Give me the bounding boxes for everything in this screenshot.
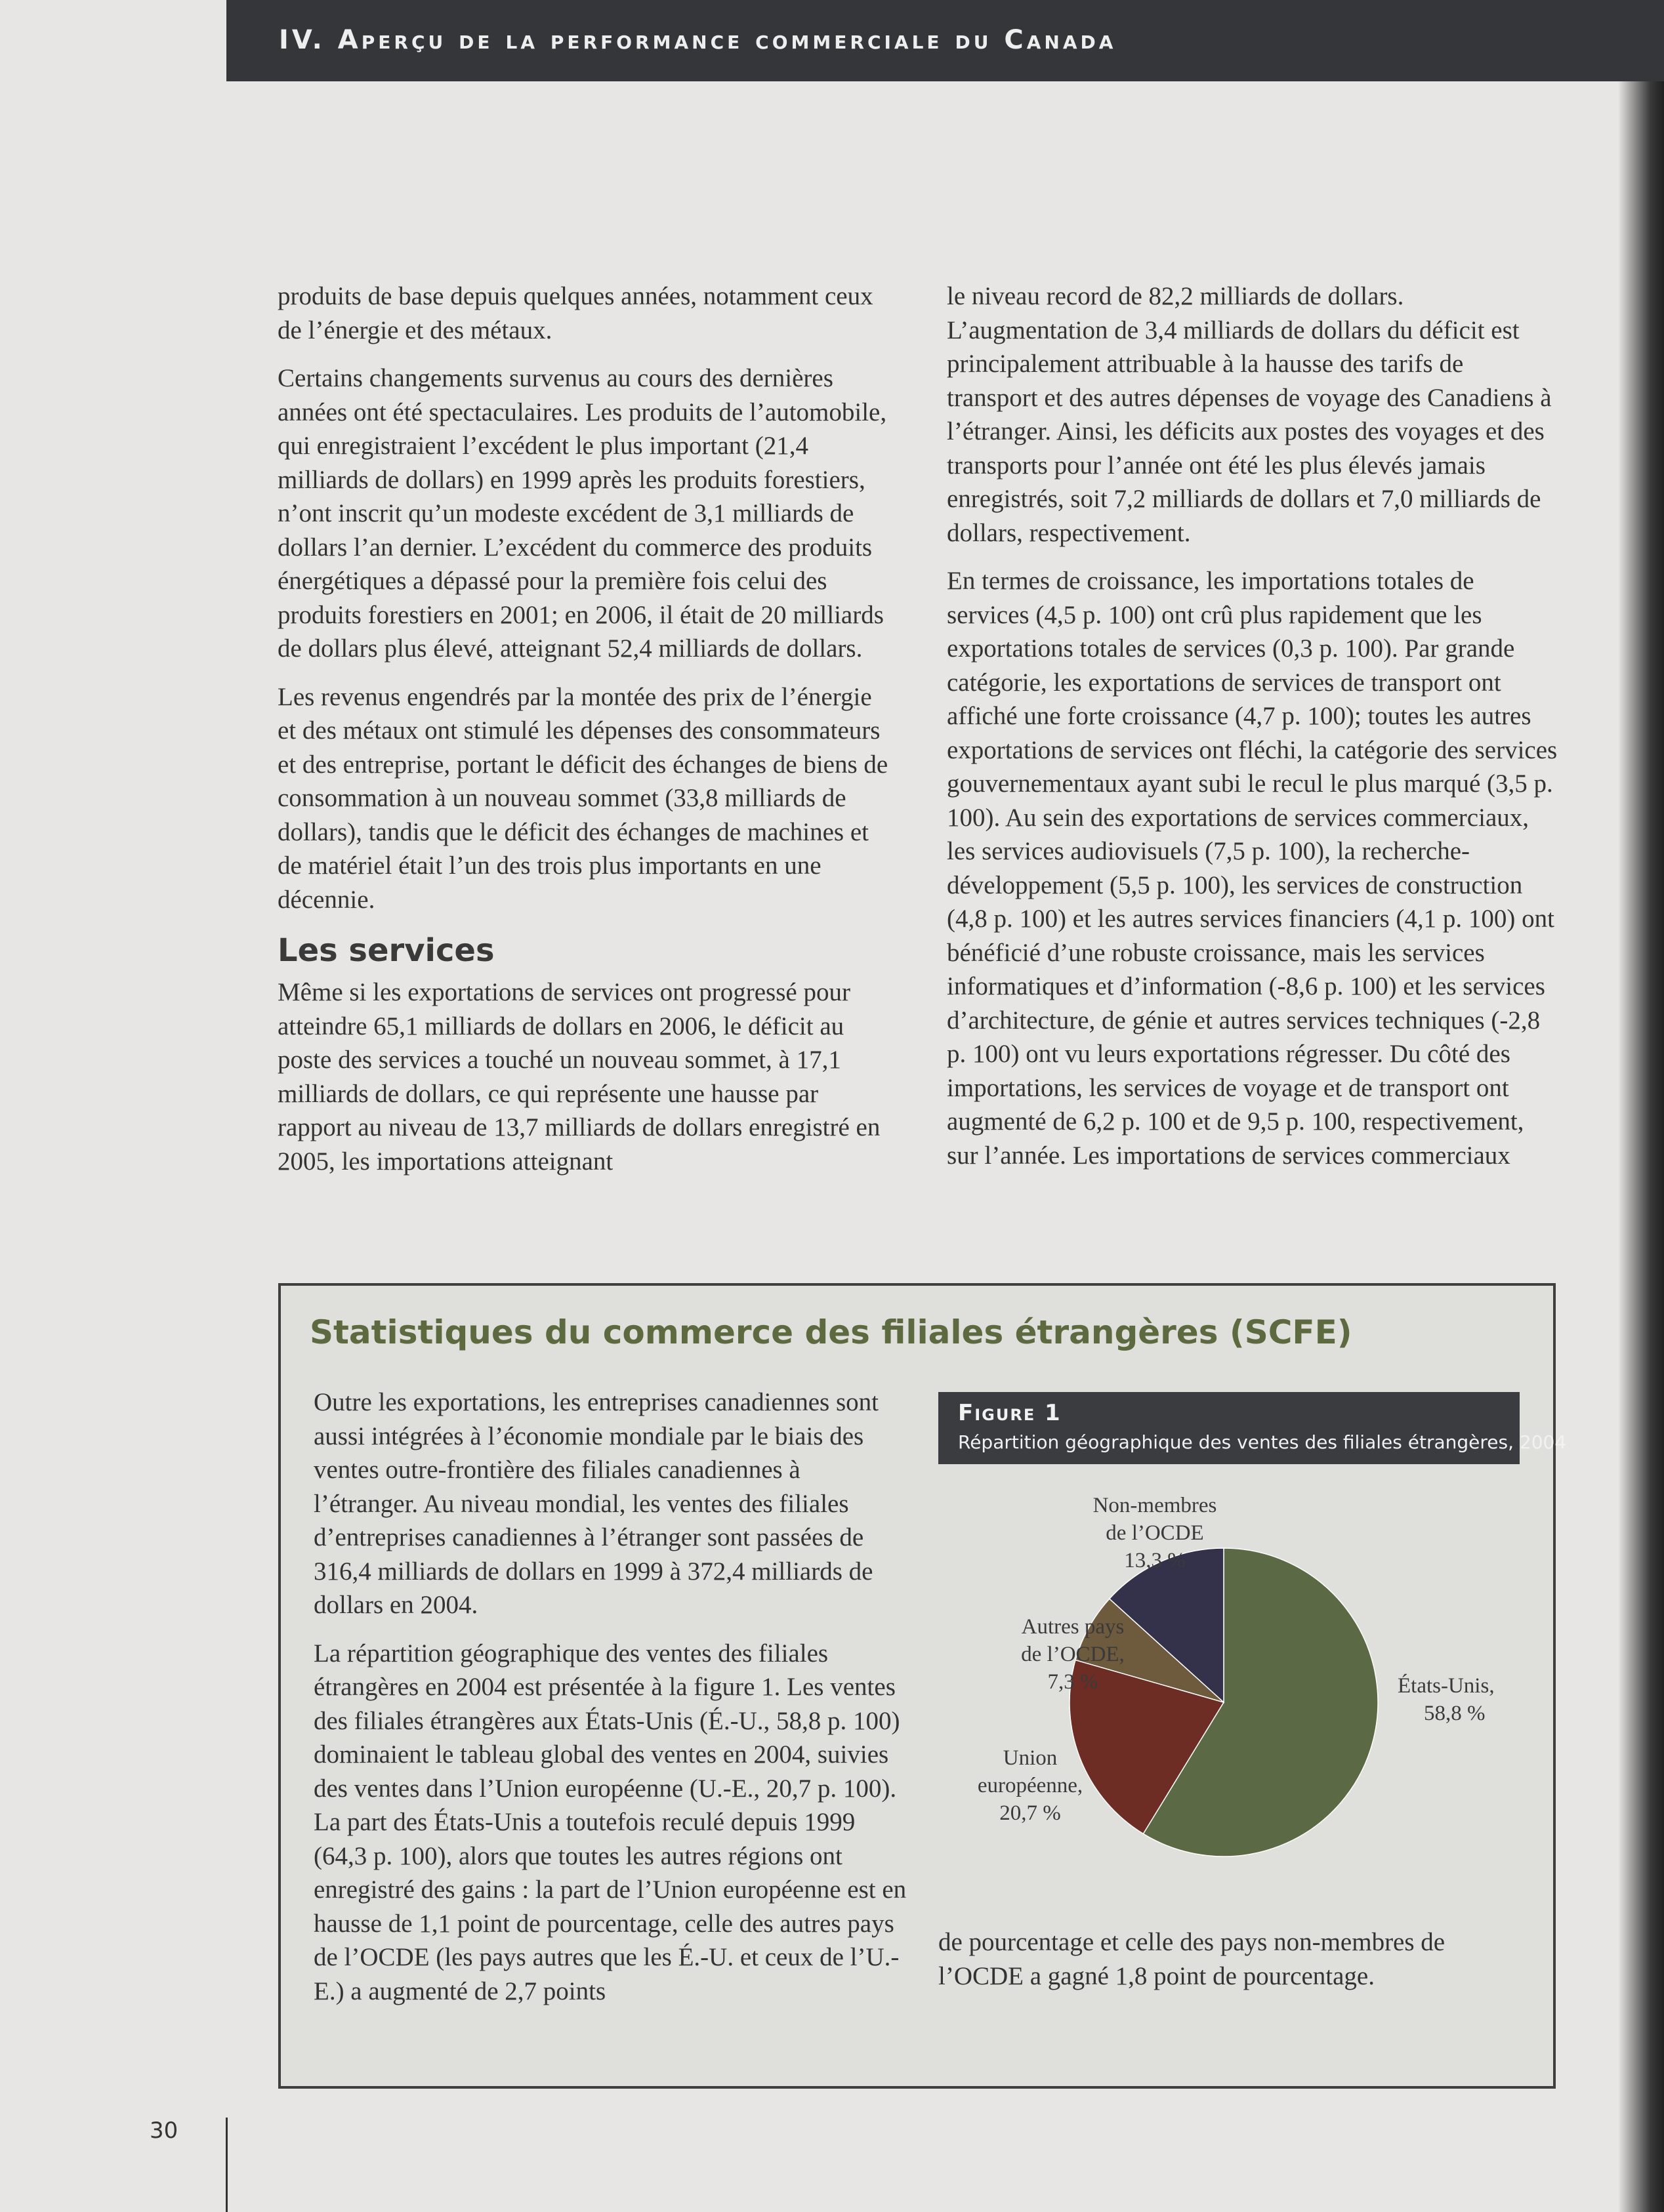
- figure-caption: Répartition géographique des ventes des filiales étrangères, 2004: [958, 1431, 1567, 1453]
- section-title: IV. Aperçu de la performance commerciale du Canada: [279, 25, 1117, 55]
- pie-label-etats-unis: États-Unis, 58,8 %: [1398, 1674, 1495, 1725]
- figure-header: [938, 1392, 1567, 1464]
- box-text-continuation: de pourcentage et celle des pays non-membres de l’OCDE a gagné 1,8 point de pourcentage.: [938, 1928, 1446, 1990]
- section-heading-services: Les services: [278, 932, 495, 969]
- page-number: 30: [150, 2118, 178, 2144]
- pie-label-non-membres-ocde: Non-membres de l’OCDE 13,3 %: [1092, 1494, 1217, 1572]
- pie-chart: [932, 1483, 1509, 1902]
- pie-label-union-europeenne: Union européenne, 20,7 %: [977, 1746, 1083, 1825]
- page-rule: [226, 2118, 228, 2212]
- page-edge-shadow: [1618, 0, 1664, 2212]
- right-column: [947, 279, 1560, 1187]
- left-column: [278, 279, 891, 1193]
- box-text-column: [314, 1385, 907, 2022]
- paragraph: Certains changements survenus au cours des dernières années ont été spectaculaires. Les produits de l’automobile, qui enregistraient l’excédent le plus important (21,4 milliards de dollars) en 1999 après les produits forestiers, n’ont inscrit qu’un modeste excédent de 3,1 milliards de dollars l’an dernier. L’excédent du commerce des produits énergétiques a dépassé pour la première fois celui des produits forestiers en 2001; en 2006, il était de 20 milliards de dollars plus élevé, atteignant 52,4 milliards de dollars.: [278, 364, 887, 663]
- paragraph: produits de base depuis quelques années, notamment ceux de l’énergie et des métaux.: [278, 282, 873, 344]
- paragraph: Outre les exportations, les entreprises canadiennes sont aussi intégrées à l’économie mondiale par le biais des ventes outre-frontière des filiales canadiennes à l’étranger. Au niveau mondial, les ventes des filiales d’entreprises canadiennes à l’étranger sont passées de 316,4 milliards de dollars en 1999 à 372,4 milliards de dollars en 2004.: [314, 1388, 879, 1619]
- paragraph: le niveau record de 82,2 milliards de dollars. L’augmentation de 3,4 milliards de dollars du déficit est principalement attribuable à la hausse des tarifs de transport et des autres dépenses de voyage des Canadiens à l’étranger. Ainsi, les déficits aux postes des voyages et des transports pour l’année ont été les plus élevés jamais enregistrés, soit 7,2 milliards de dollars et 7,0 milliards de dollars, respectivement.: [947, 282, 1552, 547]
- box-title: Statistiques du commerce des filiales étrangères (SCFE): [310, 1313, 1352, 1351]
- pie-label-autres-ocde: Autres pays de l’OCDE, 7,3 %: [1021, 1615, 1125, 1694]
- paragraph: En termes de croissance, les importations totales de services (4,5 p. 100) ont crû plus rapidement que les exportations totales de services (0,3 p. 100). Par grande catégorie, les exportations de services de transport ont affiché une forte croissance (4,7 p. 100); toutes les autres exportations de services ont fléchi, la catégorie des services gouvernementaux ayant subi le recul le plus marqué (3,5 p. 100). Au sein des exportations de services commerciaux, les services audiovisuels (7,5 p. 100), la recherche-développement (5,5 p. 100), les services de construction (4,8 p. 100) et les autres services financiers (4,1 p. 100) ont bénéficié d’une robuste croissance, mais les services informatiques et d’information (-8,6 p. 100) et les services d’architecture, de génie et autres services techniques (-2,8 p. 100) ont vu leurs exportations régresser. Du côté des importations, les services de voyage et de transport ont augmenté de 6,2 p. 100 et de 9,5 p. 100, respectivement, sur l’année. Les importations de services commerciaux: [947, 567, 1558, 1170]
- paragraph: La répartition géographique des ventes des filiales étrangères en 2004 est présentée à la figure 1. Les ventes des filiales étrangères aux États-Unis (É.-U., 58,8 p. 100) dominaient le tableau global des ventes en 2004, suivies des ventes dans l’Union européenne (U.-E., 20,7 p. 100). La part des États-Unis a toutefois reculé depuis 1999 (64,3 p. 100), alors que toutes les autres régions ont enregistré des gains : la part de l’Union européenne est en hausse de 1,1 point de pourcentage, celle des autres pays de l’OCDE (les pays autres que les É.-U. et ceux de l’U.-E.) a augmenté de 2,7 points: [314, 1639, 907, 2005]
- figure-label: Figure 1: [958, 1400, 1062, 1426]
- paragraph: Même si les exportations de services ont progressé pour atteindre 65,1 milliards de dollars en 2006, le déficit au poste des services a touché un nouveau sommet, à 17,1 milliards de dollars, ce qui représente une hausse par rapport au niveau de 13,7 milliards de dollars enregistré en 2005, les importations atteignant: [278, 978, 881, 1176]
- paragraph: Les revenus engendrés par la montée des prix de l’énergie et des métaux ont stimulé les dépenses des consommateurs et des entreprise, portant le déficit des échanges de biens de consommation à un nouveau sommet (33,8 milliards de dollars), tandis que le déficit des échanges de machines et de matériel était l’un des trois plus importants en une décennie.: [278, 682, 888, 914]
